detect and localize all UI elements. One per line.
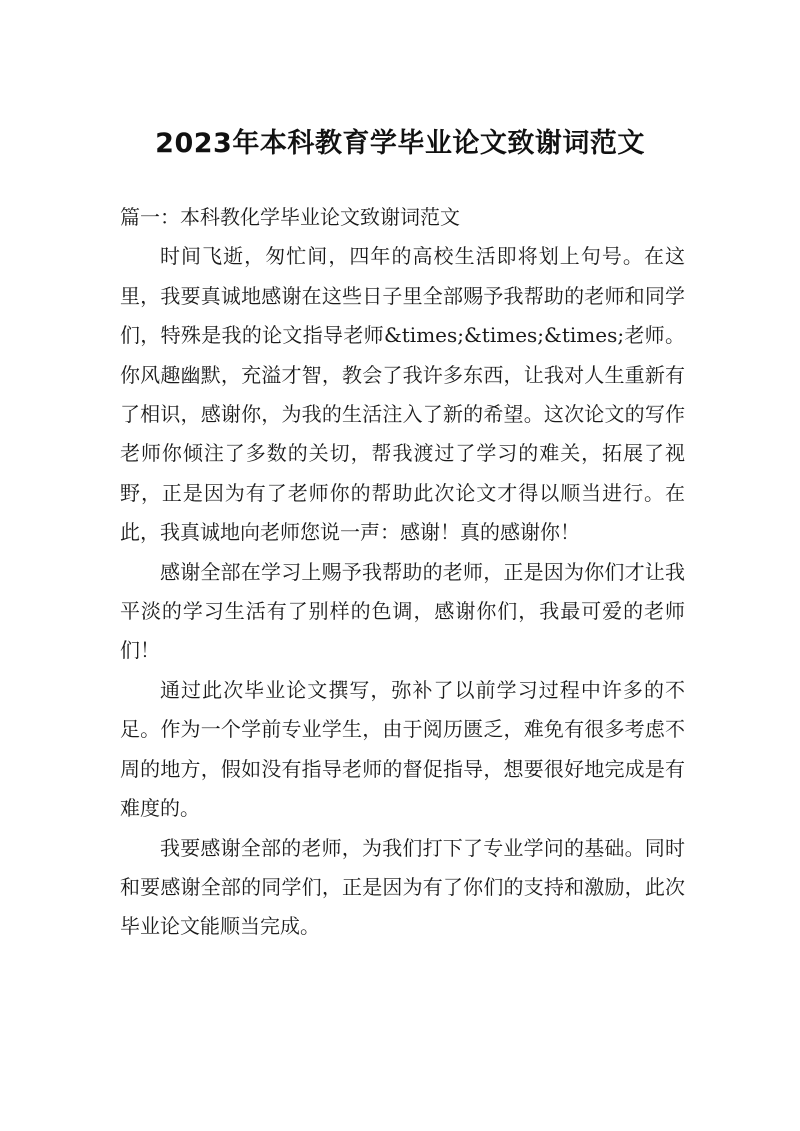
paragraph-4: 我要感谢全部的老师，为我们打下了专业学问的基础。同时和要感谢全部的同学们，正是因为有了你们的支持和激励，此次毕业论文能顺当完成。 xyxy=(120,835,685,939)
section-heading: 篇一：本科教化学毕业论文致谢词范文 xyxy=(120,205,460,229)
document-title: 2023年本科教育学毕业论文致谢词范文 xyxy=(155,128,645,159)
paragraph-2: 感谢全部在学习上赐予我帮助的老师，正是因为你们才让我平淡的学习生活有了别样的色调，感谢你们，我最可爱的老师们！ xyxy=(120,559,685,663)
paragraph-3: 通过此次毕业论文撰写，弥补了以前学习过程中许多的不足。作为一个学前专业学生，由于阅历匮乏，难免有很多考虑不周的地方，假如没有指导老师的督促指导，想要很好地完成是有难度的。 xyxy=(120,677,685,821)
paragraph-1: 时间飞逝，匆忙间，四年的高校生活即将划上句号。在这里，我要真诚地感谢在这些日子里全部赐予我帮助的老师和同学们，特殊是我的论文指导老师&times;&times;&times;老师。你风趣幽默，充溢才智，教会了我许多东西，让我对人生重新有了相识，感谢你，为我的生活注入了新的希望。这次论文的写作老师你倾注了多数的关切，帮我渡过了学习的难关，拓展了视野，正是因为有了老师你的帮助此次论文才得以顺当进行。在此，我真诚地向老师您说一声：感谢！真的感谢你！ xyxy=(120,244,685,545)
document-body xyxy=(120,198,685,947)
